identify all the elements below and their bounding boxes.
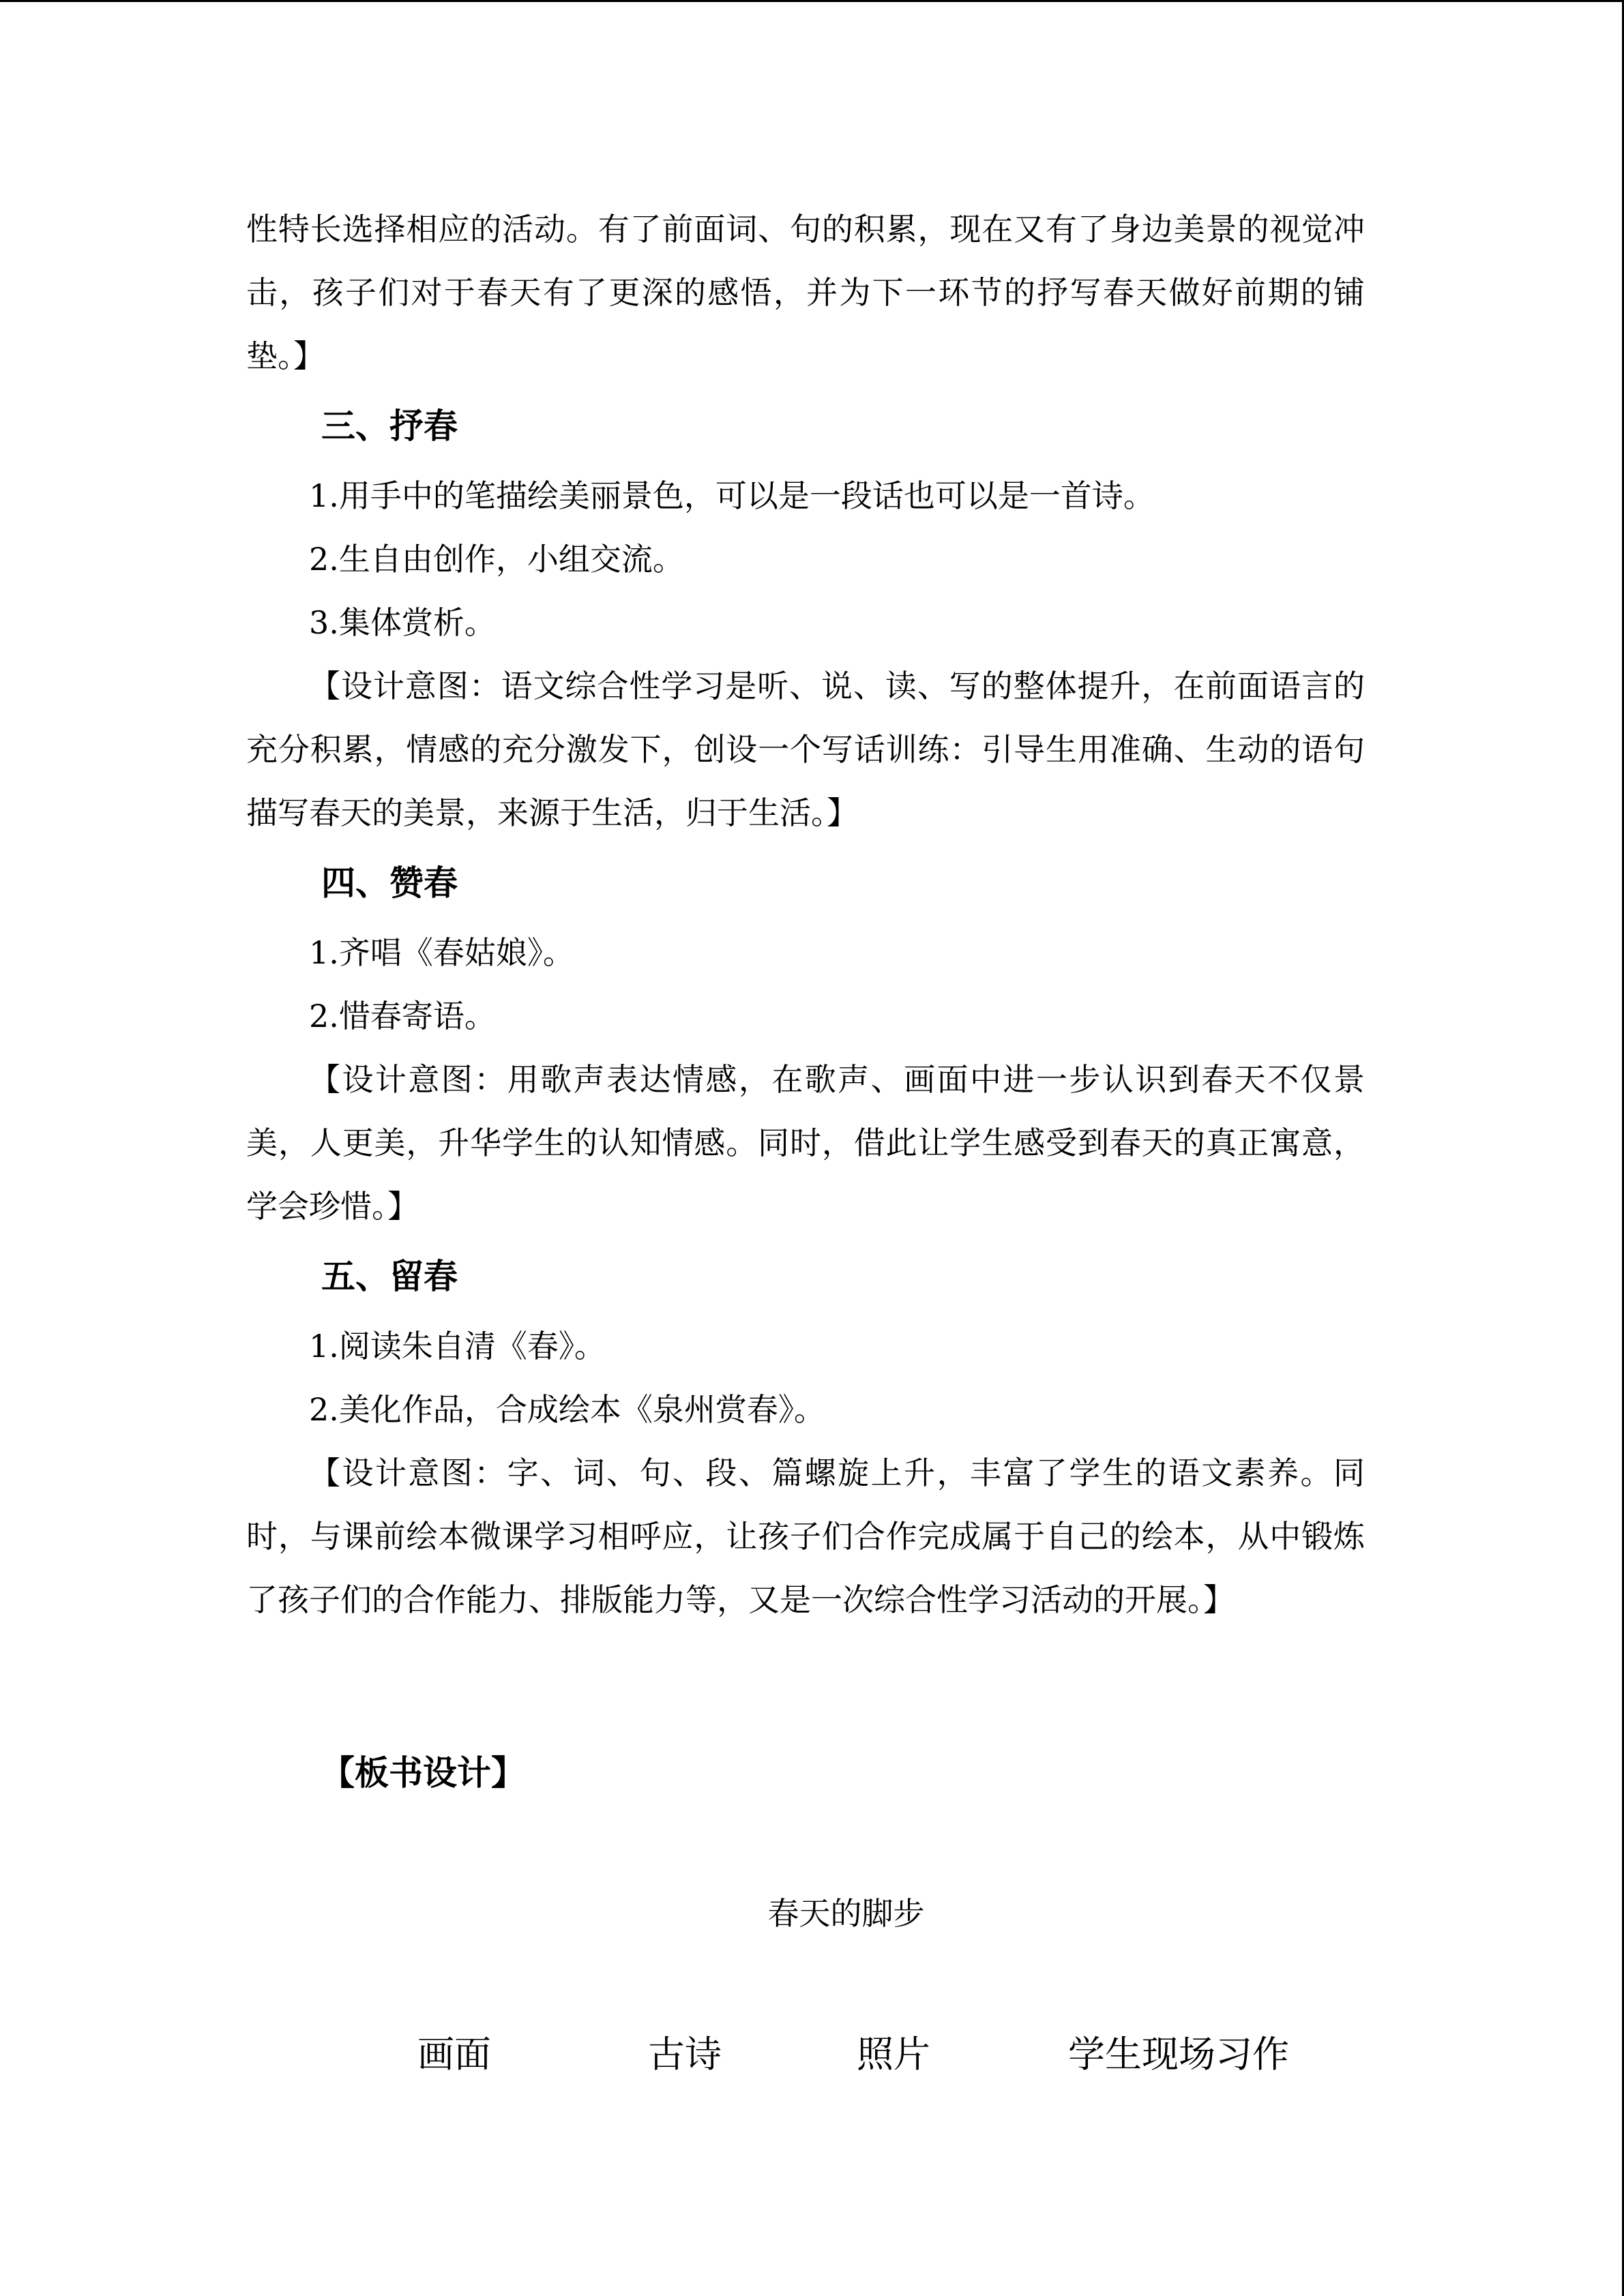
section3-design-note: 【设计意图：语文综合性学习是听、说、读、写的整体提升，在前面语言的充分积累，情感的充分激发下，创设一个写话训练：引导生用准确、生动的语句描写春天的美景，来源于生活，归于生活。】 bbox=[246, 668, 1365, 831]
section3-item-1: 1.用手中的笔描绘美丽景色，可以是一段话也可以是一首诗。 bbox=[309, 477, 1155, 514]
section5-design-note: 【设计意图：字、词、句、段、篇螺旋上升，丰富了学生的语文素养。同时，与课前绘本微课学习相呼应，让孩子们合作完成属于自己的绘本，从中锻炼了孩子们的合作能力、排版能力等，又是一次综合性学习活动的开展。】 bbox=[246, 1455, 1365, 1618]
board-item-photo: 照片 bbox=[857, 2033, 930, 2076]
paragraph-continuation: 性特长选择相应的活动。有了前面词、句的积累，现在又有了身边美景的视觉冲击，孩子们对于春天有了更深的感悟，并为下一环节的抒写春天做好前期的铺垫。】 bbox=[246, 211, 1365, 374]
section4-item-1: 1.齐唱《春姑娘》。 bbox=[309, 934, 574, 971]
board-title: 春天的脚步 bbox=[767, 1895, 925, 1932]
section3-item-2: 2.生自由创作，小组交流。 bbox=[309, 541, 684, 578]
section3-item-3: 3.集体赏析。 bbox=[309, 604, 496, 641]
section5-item-1: 1.阅读朱自清《春》。 bbox=[309, 1328, 606, 1365]
section-heading-5: 五、留春 bbox=[321, 1257, 458, 1296]
document-body bbox=[246, 198, 1365, 1632]
section-heading-3: 三、抒春 bbox=[321, 406, 458, 446]
section-heading-4: 四、赞春 bbox=[321, 863, 458, 903]
page-top-border bbox=[0, 0, 1624, 2]
section4-item-2: 2.惜春寄语。 bbox=[309, 998, 496, 1034]
board-item-picture: 画面 bbox=[417, 2033, 491, 2076]
board-item-poem: 古诗 bbox=[648, 2033, 722, 2076]
board-design-heading: 【板书设计】 bbox=[321, 1753, 525, 1793]
section5-item-2: 2.美化作品，合成绘本《泉州赏春》。 bbox=[309, 1391, 825, 1428]
board-item-student-writing: 学生现场习作 bbox=[1068, 2033, 1289, 2076]
section4-design-note: 【设计意图：用歌声表达情感，在歌声、画面中进一步认识到春天不仅景美，人更美，升华学生的认知情感。同时，借此让学生感受到春天的真正寓意，学会珍惜。】 bbox=[246, 1061, 1365, 1225]
